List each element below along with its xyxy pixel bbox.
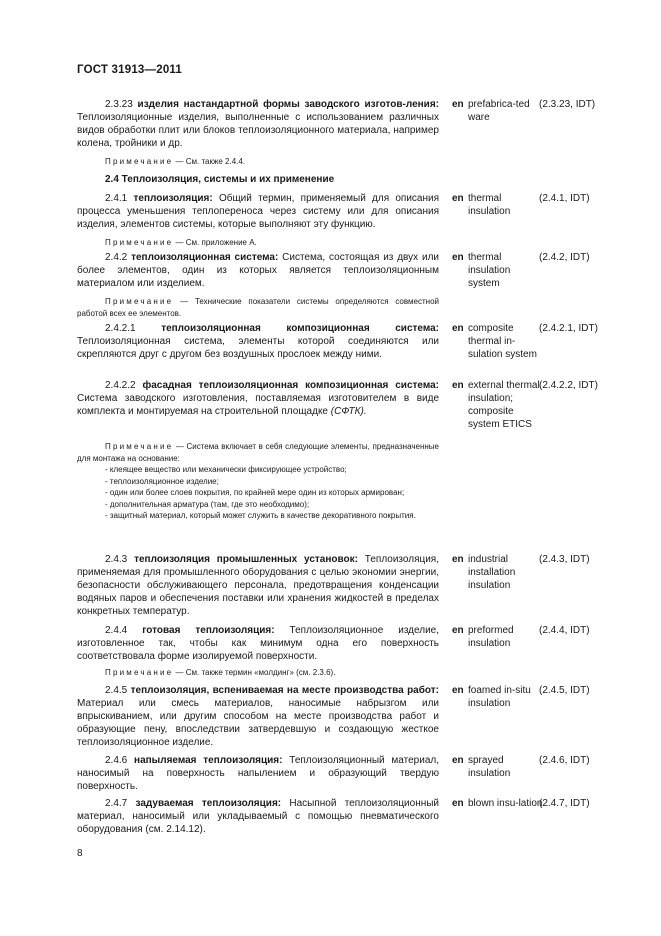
english-equivalent (452, 379, 540, 431)
entry-term: теплоизоляция, вспениваемая на месте производства работ: (130, 685, 440, 696)
english-equivalent (452, 684, 537, 710)
english-equivalent (452, 322, 537, 361)
iso-reference: (2.4.4, IDT) (539, 625, 590, 636)
entry-definition: Система, состоящая из двух или более элементов, один из которых является теплоизоляционным материалом или изделием. (77, 252, 439, 290)
lang-code: en (452, 193, 464, 204)
entry-definition: Материал или смесь материалов, наносимые набрызгом или впрыскиванием, или другим способом на месте производства работ и образующие пену, впоследствии затвердевшую и создающую жесткое теплоизоляционное изделие. (77, 698, 439, 749)
entry-text (77, 379, 439, 418)
lang-code: en (452, 798, 464, 809)
lang-code: en (452, 252, 464, 263)
note (77, 441, 439, 522)
note-label: Примечание (105, 297, 174, 306)
english-equivalent (452, 624, 537, 650)
entry-definition: Теплоизоляционное изделие, изготовленное так, чтобы как минимум одна его поверхность соответствовала форме изолируемой поверхности. (77, 625, 440, 663)
abbreviation: (СФТК). (330, 406, 367, 418)
english-equivalent (452, 192, 537, 218)
english-equivalent (452, 754, 537, 780)
lang-code: en (452, 554, 464, 565)
entry-text (77, 754, 439, 793)
iso-reference: (2.4.2.1, IDT) (539, 323, 598, 334)
english-term: external thermal insulation; composite system ETICS (468, 380, 540, 431)
section-title: 2.4 Теплоизоляция, системы и их применение (105, 174, 335, 185)
entry-text (77, 797, 439, 836)
entry-term: теплоизоляция промышленных установок: (134, 554, 358, 565)
note-text: — См. также термин «молдинг» (см. 2.3.6). (173, 668, 336, 677)
note-text: — Система включает в себя следующие элементы, предназначенные для монтажа на основание: (77, 442, 439, 463)
entry-number: 2.3.23 (105, 99, 133, 110)
note-text: — Технические показатели системы определяются совместной работой всех ее элементов. (77, 297, 439, 318)
lang-code: en (452, 99, 464, 110)
document-header: ГОСТ 31913—2011 (77, 64, 182, 76)
entry-number: 2.4.3 (105, 554, 128, 565)
entry-text (77, 684, 439, 749)
entry-text (77, 251, 439, 290)
entry-text (77, 624, 439, 663)
lang-code: en (452, 685, 464, 696)
note-label: Примечание (105, 157, 174, 166)
iso-reference: (2.3.23, IDT) (539, 99, 596, 110)
english-equivalent (452, 797, 543, 810)
english-term: thermal insulation (468, 193, 511, 218)
entry-definition: Теплоизоляционная система, элементы которой соединяются или скрепляются друг с другом без воздушных прослоек между ними. (77, 336, 439, 361)
english-term: preformed insulation (468, 625, 514, 650)
english-term: composite thermal in-sulation system (468, 323, 537, 361)
entry-text (77, 192, 439, 231)
iso-reference: (2.4.1, IDT) (539, 193, 590, 204)
note-list-item: - теплоизоляционное изделие; (105, 476, 219, 486)
lang-code: en (452, 323, 464, 334)
english-term: industrial installation insulation (468, 554, 516, 592)
note-list-item: - клеящее вещество или механически фиксирующее устройство; (105, 465, 347, 474)
entry-number: 2.4.7 (105, 798, 128, 809)
entry-text (77, 98, 439, 150)
note (77, 296, 439, 319)
iso-reference: (2.4.2, IDT) (539, 252, 590, 263)
lang-code: en (452, 755, 464, 766)
english-equivalent (452, 553, 537, 592)
iso-reference: (2.4.2.2, IDT) (539, 380, 598, 391)
note-text: — См. приложение А. (173, 238, 257, 247)
english-term: blown insu-lation (468, 798, 543, 809)
english-term: thermal insulation system (468, 252, 511, 290)
note (77, 156, 439, 168)
entry-text (77, 553, 439, 618)
note (77, 667, 439, 679)
entry-definition: Теплоизоляция, применяемая для промышленного оборудования с целью экономии энергии, безопасности обслуживающего персонала, предотвращения конденсации водяных паров и обеспечения поставки или хранения жидкостей в пределах конкретных температур. (77, 554, 439, 618)
entry-number: 2.4.1 (105, 193, 128, 204)
note-label: Примечание (105, 668, 174, 677)
english-term: prefabrica-ted ware (468, 99, 530, 124)
entry-text (77, 322, 439, 361)
note (77, 237, 439, 249)
note-text: — См. также 2.4.4. (173, 157, 246, 166)
note-list-item: - дополнительная арматура (там, где это необходимо); (105, 499, 310, 509)
entry-term: готовая теплоизоляция: (142, 625, 275, 636)
note-label: Примечание (105, 442, 174, 451)
entry-term: теплоизоляция: (133, 193, 213, 204)
lang-code: en (452, 625, 464, 636)
iso-reference: (2.4.6, IDT) (539, 755, 590, 766)
entry-number: 2.4.6 (105, 755, 128, 766)
entry-definition: Общий термин, применяемый для описания процесса уменьшения теплопереноса через систему или для описания изделия, элементов системы, которые выполняют эту функцию. (77, 193, 439, 231)
entry-definition: Система заводского изготовления, поставляемая изготовителем в виде комплекта и монтируемая на строительной площадке (77, 393, 439, 418)
iso-reference: (2.4.3, IDT) (539, 554, 590, 565)
note-list-item: - защитный материал, который может служить в качестве декоративного покрытия. (105, 511, 416, 520)
entry-definition: Теплоизоляционный материал, наносимый на поверхность напылением и образующий твердую поверхность. (77, 755, 439, 793)
english-term: sprayed insulation (468, 755, 511, 780)
entry-term: фасадная теплоизоляционная композиционная система: (142, 380, 439, 391)
entry-number: 2.4.4 (105, 625, 128, 636)
entry-term: напыляемая теплоизоляция: (134, 755, 283, 766)
page-number: 8 (77, 848, 83, 859)
entry-number: 2.4.2.2 (105, 380, 136, 391)
iso-reference: (2.4.5, IDT) (539, 685, 590, 696)
lang-code: en (452, 380, 464, 391)
entry-number: 2.4.2.1 (105, 323, 136, 334)
entry-term: изделия настандартной формы заводского изготов-ления: (137, 99, 439, 110)
entry-number: 2.4.2 (105, 252, 128, 263)
entry-term: теплоизоляционная система: (131, 252, 279, 263)
english-term: foamed in-situ insulation (468, 685, 531, 710)
iso-reference: (2.4.7, IDT) (539, 798, 590, 809)
entry-term: задуваемая теплоизоляция: (135, 798, 282, 809)
note-label: Примечание (105, 238, 174, 247)
entry-definition: Теплоизоляционные изделия, выполненные с использованием различных видов обработки плит или блоков теплоизоляционного материала, например колена, тройники и др. (77, 112, 439, 150)
entry-number: 2.4.5 (105, 685, 128, 696)
entry-term: теплоизоляционная композиционная система: (161, 323, 439, 334)
note-list-item: - один или более слоев покрытия, по крайней мере один из которых армирован; (105, 488, 405, 497)
entry-definition: Насыпной теплоизоляционный материал, наносимый или укладываемый с помощью пневматического оборудования (см. 2.14.12). (77, 798, 440, 836)
english-equivalent (452, 98, 537, 124)
english-equivalent (452, 251, 537, 290)
